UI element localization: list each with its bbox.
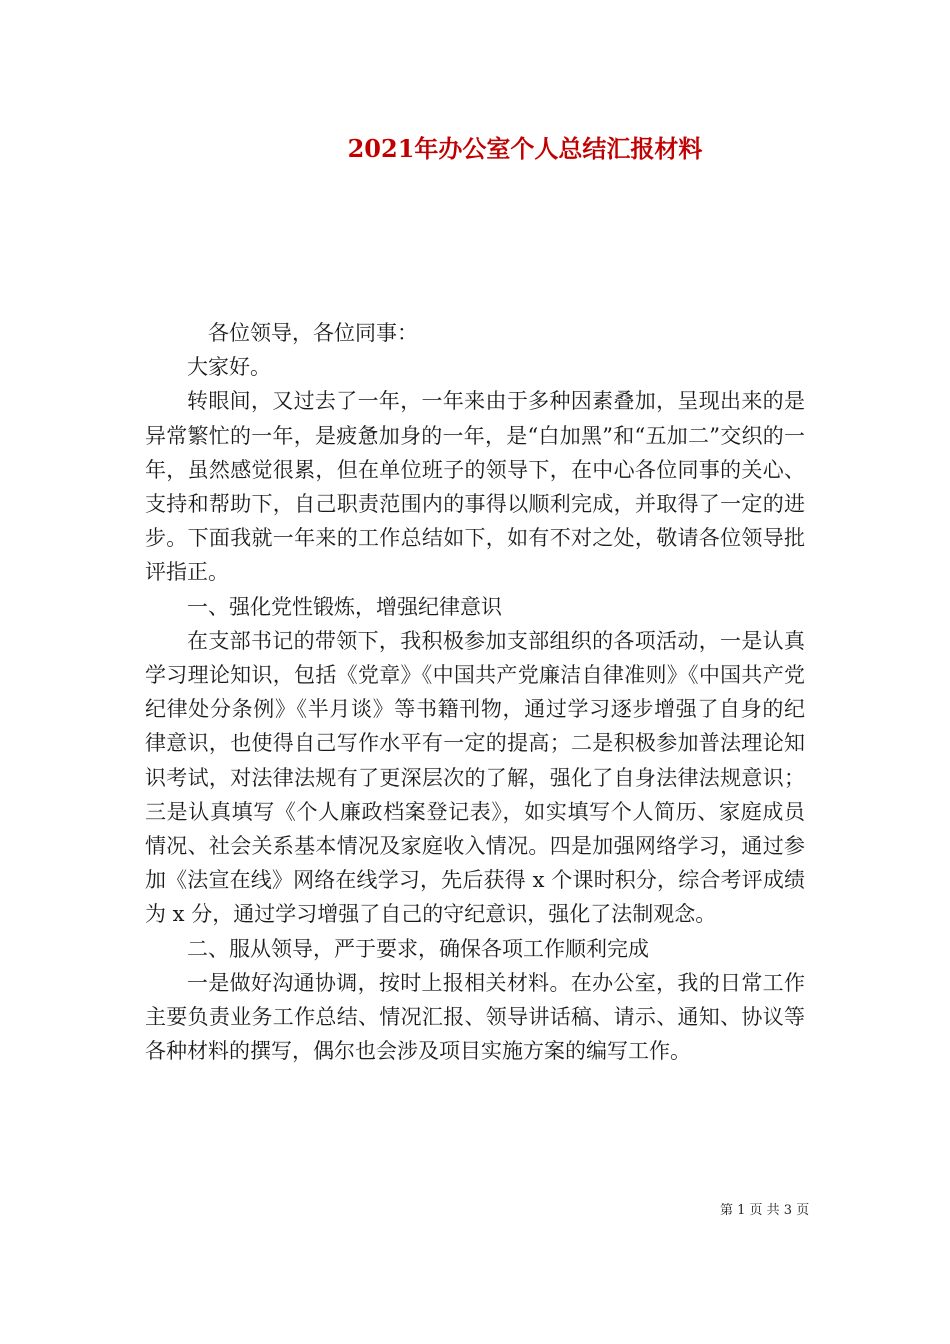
section-heading-1: 一、强化党性锻炼，增强纪律意识 — [187, 594, 502, 619]
salutation: 各位领导，各位同事： — [208, 321, 418, 345]
intro-paragraph: 转眼间，又过去了一年，一年来由于多种因素叠加，呈现出来的是异常繁忙的一年，是疲惫加身的一年，是“白加黑”和“五加二”交织的一年，虽然感觉很累，但在单位班子的领导下，在中心各位同事的关心、支持和帮助下，自己职责范围内的事得以顺利完成，并取得了一定的进步。下面我就一年来的工作总结如下，如有不对之处，敬请各位领导批评指正。 — [145, 389, 805, 585]
greeting-line: 大家好。 — [187, 355, 271, 380]
document-body — [145, 316, 805, 1068]
document-title: 2021年办公室个人总结汇报材料 — [347, 134, 703, 163]
section-heading-2: 二、服从领导，严于要求，确保各项工作顺利完成 — [187, 936, 649, 961]
section-paragraph-2: 一是做好沟通协调，按时上报相关材料。在办公室，我的日常工作主要负责业务工作总结、情况汇报、领导讲话稿、请示、通知、协议等各种材料的撰写，偶尔也会涉及项目实施方案的编写工作。 — [145, 970, 805, 1064]
page-number-footer: 第 1 页 共 3 页 — [720, 1203, 810, 1218]
section-paragraph-1: 在支部书记的带领下，我积极参加支部组织的各项活动，一是认真学习理论知识，包括《党章》《中国共产党廉洁自律准则》《中国共产党纪律处分条例》《半月谈》等书籍刊物，通过学习逐步增强了自身的纪律意识，也使得自己写作水平有一定的提高；二是积极参加普法理论知识考试，对法律法规有了更深层次的了解，强化了自身法律法规意识；三是认真填写《个人廉政档案登记表》，如实填写个人简历、家庭成员情况、社会关系基本情况及家庭收入情况。四是加强网络学习，通过参加《法宣在线》网络在线学习，先后获得 x 个课时积分，综合考评成绩为 x 分，通过学习增强了自己的守纪意识，强化了法制观念。 — [145, 628, 805, 927]
